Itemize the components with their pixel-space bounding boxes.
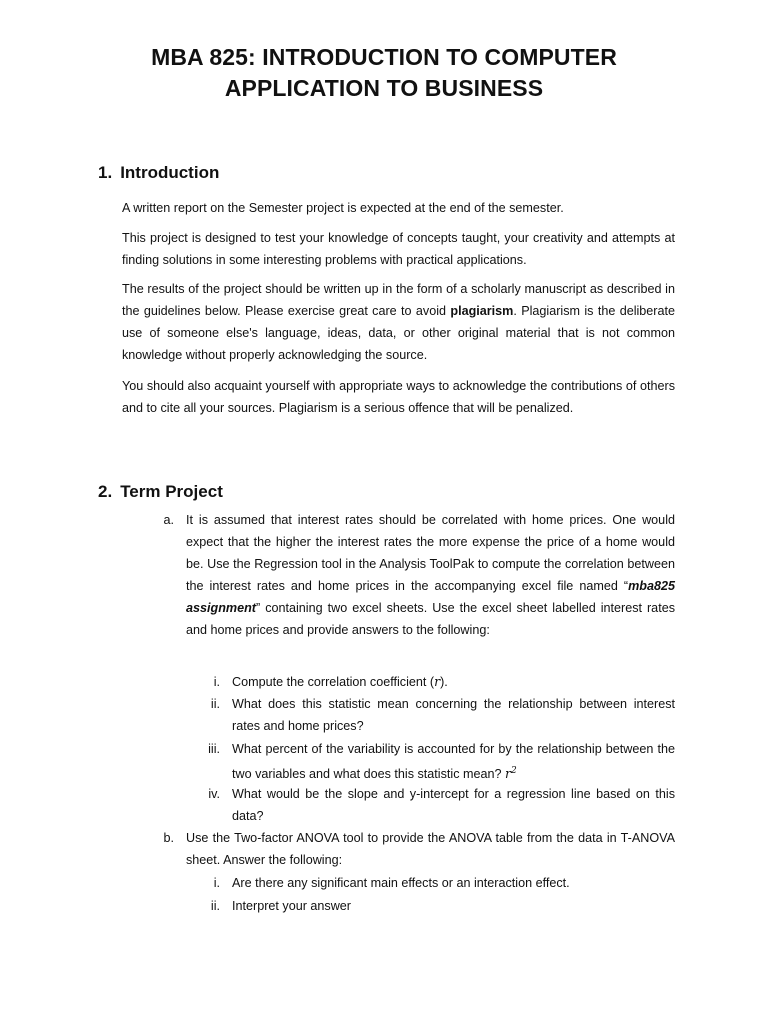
item-a-text-2: ” containing two excel sheets. Use the excel sheet labelled interest rates and home prices and provide answers to the following:	[186, 601, 675, 637]
section-1-heading	[98, 163, 219, 183]
intro-paragraph-4: You should also acquaint yourself with appropriate ways to acknowledge the contributions of others and to cite all your sources. Plagiarism is a serious offence that will be penalized.	[122, 379, 675, 415]
assignment-filename: mba825 assignment	[186, 579, 675, 615]
item-a-ii-label: ii.	[210, 697, 220, 711]
section-1-title: Introduction	[120, 163, 220, 182]
item-b-text: Use the Two-factor ANOVA tool to provide the ANOVA table from the data in T-ANOVA sheet. Answer the following:	[186, 831, 675, 867]
intro-paragraph-1: A written report on the Semester project is expected at the end of the semester.	[122, 201, 564, 215]
r-squared-exponent: 2	[511, 766, 517, 776]
title-line-2: APPLICATION TO BUSINESS	[224, 75, 544, 101]
item-a-label: a.	[163, 513, 174, 527]
item-a-text	[186, 509, 675, 641]
section-2-title: Term Project	[120, 482, 223, 501]
item-a-iii-label: iii.	[208, 742, 220, 756]
item-b-ii-text: Interpret your answer	[232, 899, 351, 913]
item-a-ii-text: What does this statistic mean concerning the relationship between interest rates and home prices?	[232, 697, 675, 733]
section-2-heading	[98, 482, 223, 502]
item-a-i-text-end: ).	[440, 675, 448, 689]
item-a-i-label: i.	[213, 675, 220, 689]
item-a-iv-label: iv.	[208, 787, 220, 801]
item-a-iii-text	[232, 738, 675, 785]
item-a-iii-text-main: What percent of the variability is accounted for by the relationship between the two variables and what does this statistic mean?	[232, 742, 675, 782]
plagiarism-term: plagiarism	[450, 304, 514, 318]
r-symbol: r	[434, 674, 441, 689]
intro-p3-text-a: The results of the project should be written up in the form of a scholarly manuscript as described in the guidelines below. Please exercise great care to avoid	[122, 282, 675, 318]
item-a-iv-text: What would be the slope and y-intercept for a regression line based on this data?	[232, 787, 675, 823]
section-2-number: 2.	[98, 482, 113, 501]
intro-paragraph-2: This project is designed to test your knowledge of concepts taught, your creativity and attempts at finding solutions in some interesting problems with practical applications.	[122, 231, 675, 267]
title-line-1: MBA 825: INTRODUCTION TO COMPUTER	[151, 44, 617, 70]
item-a-text-1: It is assumed that interest rates should be correlated with home prices. One would expect that the higher the interest rates the more expense the price of a home would be. Use the Regression tool in the Analysis ToolPak to compute the correlation between the interest rates and home prices in the accompanying excel file named “	[186, 513, 675, 593]
section-1-number: 1.	[98, 163, 113, 182]
page-title	[60, 42, 708, 104]
r-squared-symbol: r	[505, 766, 512, 782]
item-a-i-text-main: Compute the correlation coefficient (	[232, 675, 435, 689]
item-a-i-text	[232, 671, 675, 693]
intro-paragraph-3	[122, 278, 675, 366]
item-b-ii-label: ii.	[210, 899, 220, 913]
intro-p3-text-b: . Plagiarism is the deliberate use of someone else's language, ideas, data, or other original material that is not common knowledge without properly acknowledging the source.	[122, 304, 676, 362]
item-b-i-label: i.	[213, 876, 220, 890]
item-b-label: b.	[163, 831, 174, 845]
item-b-i-text: Are there any significant main effects or an interaction effect.	[232, 876, 570, 890]
